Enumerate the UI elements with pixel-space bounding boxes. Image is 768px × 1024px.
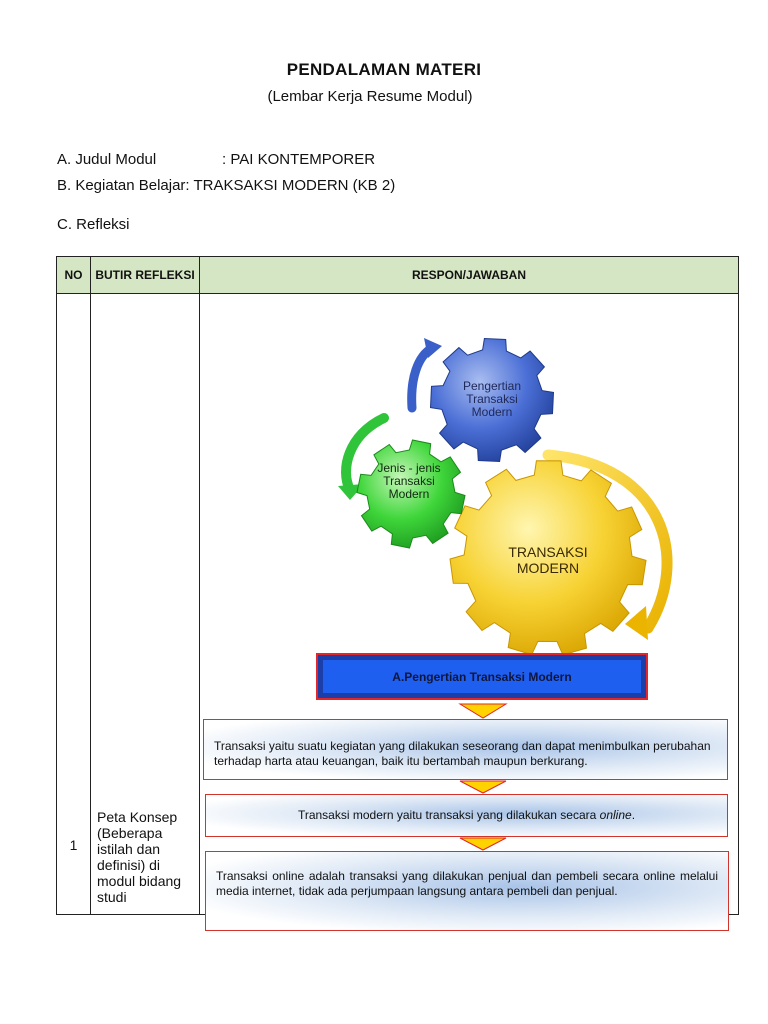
down-arrow-3 [460,838,506,850]
gear-label-jenis: Jenis - jenis Transaksi Modern [377,461,441,501]
gear-label-transaksi: TRANSAKSI MODERN [508,544,588,576]
definition-heading-box [316,653,648,700]
definition-text-2 [298,808,635,823]
reflection-heading: C. Refleksi [57,216,130,233]
row-number: 1 [69,837,78,853]
definition-text-3: Transaksi online adalah transaksi yang dilakukan penjual dan pembeli secara online melalui media internet, tidak ada perjumpaan langsung antara pembeli dan penjual. [216,869,718,898]
definition-text-2-online: online [599,808,632,822]
module-title-label: A. Judul Modul [57,151,157,168]
definition-text-2-suffix: . [631,808,636,822]
header-no: NO [64,267,83,282]
page-title: PENDALAMAN MATERI [286,60,482,79]
learning-activity-label: B. Kegiatan Belajar [57,177,186,194]
page-subtitle: (Lembar Kerja Resume Modul) [267,88,473,105]
down-arrow-1 [460,704,506,718]
definition-heading: A.Pengertian Transaksi Modern [392,669,572,684]
module-title-value: : PAI KONTEMPORER [222,151,376,168]
learning-activity-value: : TRAKSAKSI MODERN (KB 2) [185,177,396,194]
butir-text: Peta Konsep (Beberapa istilah dan definisi) di modul bidang studi [97,809,182,905]
gear-label-pengertian: Pengertian Transaksi Modern [462,379,522,419]
header-respon: RESPON/JAWABAN [411,267,527,282]
header-butir: BUTIR REFLEKSI [95,267,195,282]
definition-text-1: Transaksi yaitu suatu kegiatan yang dilakukan seseorang dan dapat menimbulkan perubahan terhadap harta atau keuangan, baik itu bertambah maupun berkurang. [214,739,711,768]
definition-box-2 [205,794,728,837]
definition-box-3 [205,851,729,931]
yellow-arrowhead [625,606,648,640]
definition-text-2-prefix: Transaksi modern yaitu transaksi yang dilakukan secara [297,808,600,822]
definition-box-1 [203,719,728,780]
down-arrow-2 [460,781,506,793]
